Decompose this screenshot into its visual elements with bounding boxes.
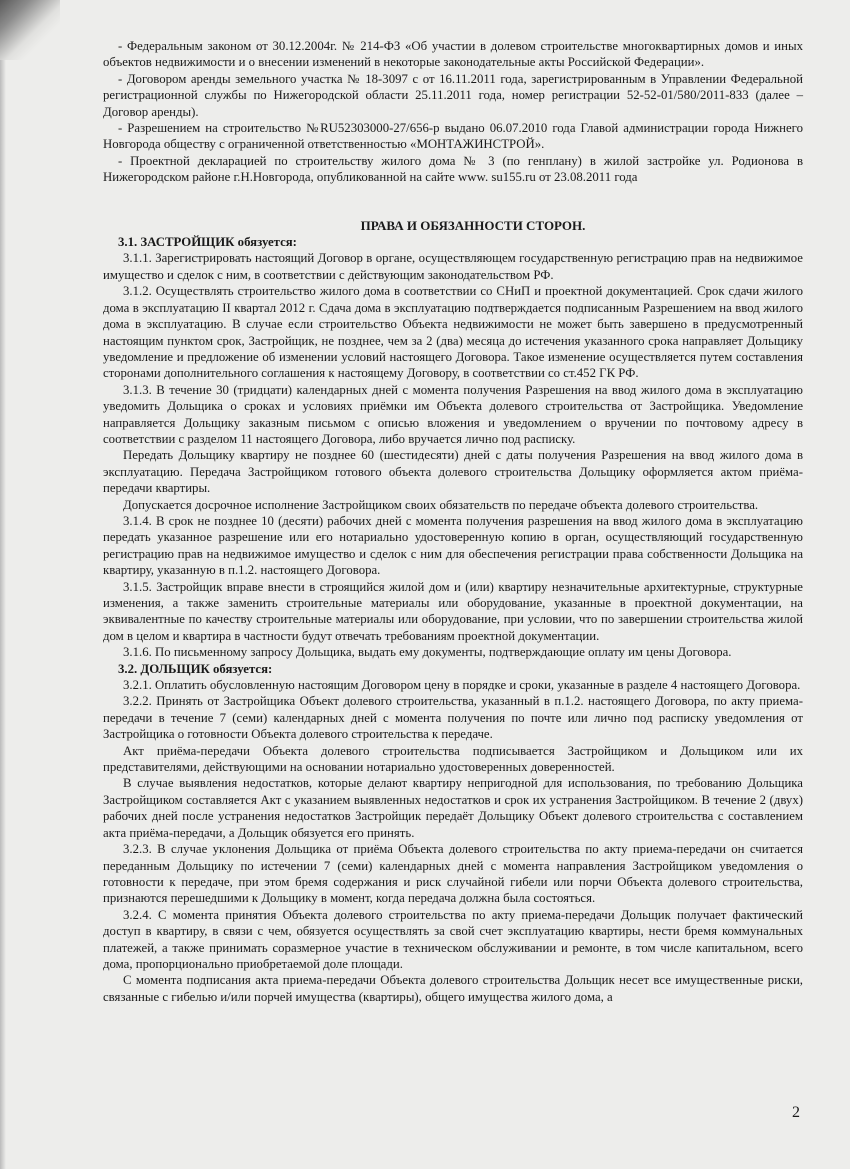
clause-3-2-1: 3.2.1. Оплатить обусловленную настоящим Договором цену в порядке и сроки, указанные в разделе 4 настоящего Договора.	[123, 678, 801, 693]
intro-lease-paragraph: - Договором аренды земельного участка № 18-3097 с от 16.11.2011 года, зарегистрированным в Управлении Федеральной регистрационной службы по Нижегородской области 25.11.2011 года, номер регистрации 52-52-01/580/2011-833 (далее – Договор аренды).	[103, 71, 803, 119]
clause-3-2-3: 3.2.3. В случае уклонения Дольщика от приёма Объекта долевого строительства по акту приема-передачи он считается переданным Дольщику по истечении 7 (семи) календарных дней с момента направления Застройщиком уведомления о готовности к передаче, при этом бремя содержания и риск случайной гибели или порчи Объекта долевого строительства, признаются перешедшими к Дольщику в момент, когда передача должна была состояться.	[103, 842, 803, 906]
clause-3-1-4: 3.1.4. В срок не позднее 10 (десяти) рабочих дней с момента получения разрешения на ввод жилого дома в эксплуатацию передать указанное разрешение или его нотариально удостоверенную копию в орган, осуществляющий государственную регистрацию прав на недвижимое имущество и сделок с ним для обеспечения регистрации права собственности Дольщика на квартиру, указанную в п.1.2. настоящего Договора.	[103, 513, 803, 578]
clause-3-1-3-early: Допускается досрочное исполнение Застройщиком своих обязательств по передаче объекта долевого строительства.	[123, 497, 759, 512]
clause-3-1-6: 3.1.6. По письменному запросу Дольщика, выдать ему документы, подтверждающие оплату им цены Договора.	[123, 645, 732, 660]
intro-declaration-paragraph: - Проектной декларацией по строительству жилого дома № 3 (по генплану) в жилой застройке ул. Родионова в Нижегородском районе г.Н.Новгорода, опубликованной на сайте www. su155.ru от 23.08.2011 года	[103, 153, 803, 185]
page-number: 2	[792, 1104, 800, 1121]
clause-3-2-4-risks: С момента подписания акта приема-передачи Объекта долевого строительства Дольщик несет все имущественные риски, связанные с гибелью и/или порчей имущества (квартиры), общего имущества жилого дома, а	[103, 973, 803, 1004]
clause-3-2-2-act: Акт приёма-передачи Объекта долевого строительства подписывается Застройщиком и Дольщиком или их представителями, действующими на основании нотариально удостоверенных доверенностей.	[103, 743, 803, 775]
subsection-developer-title: 3.1. ЗАСТРОЙЩИК обязуется:	[118, 235, 297, 250]
clause-3-1-3: 3.1.3. В течение 30 (тридцати) календарных дней с момента получения Разрешения на ввод жилого дома в эксплуатацию уведомить Дольщика о сроках и условиях приёмки им Объекта долевого строительства от Застройщика. Уведомление направляется Дольщику заказным письмом с описью вложения и уведомлением о вручении по почтовому адресу в соответствии с разделом 11 настоящего Договора, либо вручается лично под расписку.	[103, 382, 803, 446]
intro-law-paragraph: - Федеральным законом от 30.12.2004г. № 214-ФЗ «Об участии в долевом строительстве многоквартирных домов и иных объектов недвижимости и о внесении изменений в некоторые законодательные акты Российской Федерации».	[103, 39, 803, 70]
document-body	[103, 38, 803, 1005]
spacer	[103, 186, 803, 200]
clause-3-2-4: 3.2.4. С момента принятия Объекта долевого строительства по акту приема-передачи Дольщик получает фактический доступ в квартиру, в связи с чем, обязуется осуществлять за свой счет эксплуатацию квартиры, нести бремя коммунальных платежей, а также принимать соразмерное участие в техническом обслуживании и ремонте, в том числе капитальном, всего дома, пропорционально приобретаемой доле площади.	[103, 907, 803, 971]
scan-edge-shadow	[0, 60, 6, 1169]
clause-3-2-2: 3.2.2. Принять от Застройщика Объект долевого строительства, указанный в п.1.2. настоящего Договора, по акту приема-передачи в течение 7 (семи) календарных дней с момента получения по почте или лично под расписку уведомления от Застройщика о готовности Объекта долевого строительства к передаче.	[103, 694, 803, 742]
clause-3-1-1: 3.1.1. Зарегистрировать настоящий Договор в органе, осуществляющем государственную регистрацию прав на недвижимое имущество и сделок с ним, в соответствии с действующим законодательством РФ.	[103, 251, 803, 282]
section-heading: ПРАВА И ОБЯЗАННОСТИ СТОРОН.	[360, 217, 586, 233]
subsection-shareholder-title: 3.2. ДОЛЬЩИК обязуется:	[118, 661, 273, 676]
page-fold-corner	[0, 0, 60, 60]
clause-3-1-2: 3.1.2. Осуществлять строительство жилого дома в соответствии со СНиП и проектной документацией. Срок сдачи жилого дома в эксплуатацию II квартал 2012 г. Сдача дома в эксплуатацию подтверждается подписанным Разрешением на ввод жилого дома в эксплуатацию. В случае если строительство Объекта недвижимости не может быть завершено в предусмотренный настоящим пунктом срок, Застройщик, не позднее, чем за 2 (два) месяца до истечения указанного срока направляет Дольщику уведомление и предложение об изменении условий настоящего Договора. Такое изменение осуществляется путем составления сторонами дополнительного соглашения к настоящему Договору, в соответствии со ст.452 ГК РФ.	[103, 284, 803, 381]
clause-3-1-5: 3.1.5. Застройщик вправе внести в строящийся жилой дом и (или) квартиру незначительные архитектурные, структурные изменения, а также заменить строительные материалы или оборудование, указанные в проектной документации, на эквивалентные по качеству строительные материалы или оборудование, при условии, что по завершении строительства жилой дом в целом и квартира в частности будут отвечать требованиям проектной документации.	[103, 579, 803, 643]
intro-permit-paragraph: - Разрешением на строительство №RU52303000-27/656-р выдано 06.07.2010 года Главой администрации города Нижнего Новгорода обществу с ограниченной ответственностью «МОНТАЖИНСТРОЙ».	[103, 121, 803, 152]
clause-3-2-2-defects: В случае выявления недостатков, которые делают квартиру непригодной для использования, по требованию Дольщика Застройщиком составляется Акт с указанием выявленных недостатков и срок их устранения Застройщиком. В течение 2 (двух) рабочих дней после устранения недостатков Застройщик передаёт Дольщику Объект долевого строительства с составлением акта приёма-передачи, а Дольщик обязуется его принять.	[103, 776, 803, 840]
clause-3-1-3-transfer: Передать Дольщику квартиру не позднее 60 (шестидесяти) дней с даты получения Разрешения на ввод жилого дома в эксплуатацию. Передача Застройщиком готового объекта долевого строительства Дольщику оформляется актом приёма-передачи квартиры.	[103, 448, 803, 496]
